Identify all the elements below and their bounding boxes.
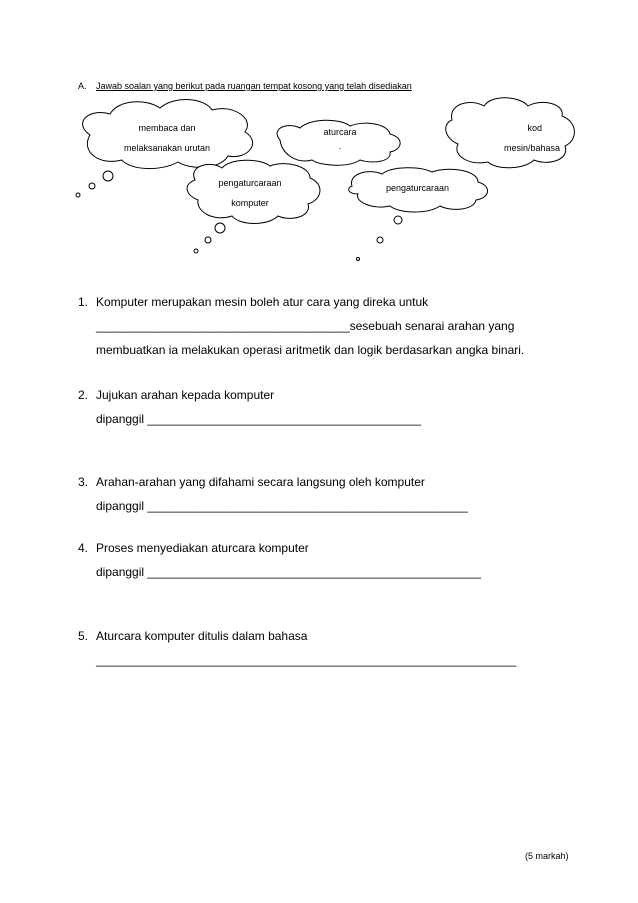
question-5-answer-line[interactable]: _______________________________________________________________: [96, 653, 517, 667]
cloud-4-text: [205, 173, 295, 213]
instruction-label: A.: [78, 81, 87, 91]
bubble-1b: [89, 183, 95, 189]
question-4-number: 4.: [78, 541, 89, 555]
question-5-line-1: Aturcara komputer ditulis dalam bahasa: [96, 629, 308, 643]
bubble-5a: [394, 216, 402, 224]
cloud-3-line-2: mesin/bahasa: [503, 143, 560, 153]
cloud-3-line-1: kod: [527, 123, 542, 133]
cloud-1-text: [112, 118, 222, 158]
question-5: [78, 624, 516, 672]
question-1-number: 1.: [78, 295, 89, 309]
question-3: [78, 470, 468, 518]
question-1-line-1: Komputer merupakan mesin boleh atur cara yang direka untuk: [96, 295, 429, 309]
cloud-5-text: [370, 178, 465, 198]
question-4: [78, 536, 481, 584]
question-5-number: 5.: [78, 629, 89, 643]
bubble-4b: [205, 237, 211, 243]
bubble-5b: [377, 237, 383, 243]
question-2-answer-line[interactable]: dipanggil _________________________________________: [96, 412, 422, 426]
bubble-1c: [76, 193, 80, 197]
cloud-2-line-2: .: [338, 141, 342, 151]
question-4-line-1: Proses menyediakan aturcara komputer: [96, 541, 309, 555]
cloud-4-line-2: komputer: [231, 198, 269, 208]
question-2-number: 2.: [78, 388, 89, 402]
question-3-line-1: Arahan-arahan yang difahami secara langsung oleh komputer: [96, 475, 425, 489]
question-2-line-1: Jujukan arahan kepada komputer: [96, 388, 275, 402]
question-3-answer-line[interactable]: dipanggil ________________________________________________: [96, 499, 468, 513]
cloud-1-line-1: membaca dan: [138, 123, 196, 133]
question-1-line-3: membuatkan ia melakukan operasi aritmetik dan logik berdasarkan angka binari.: [96, 343, 525, 357]
cloud-1-line-2: melaksanakan urutan: [123, 143, 211, 153]
cloud-2-text: [300, 125, 380, 153]
question-3-number: 3.: [78, 475, 89, 489]
instruction-text: Jawab soalan yang berikut pada ruangan tempat kosong yang telah disediakan: [96, 81, 412, 91]
question-2: [78, 383, 421, 431]
bubble-4c: [194, 249, 198, 253]
question-4-answer-line[interactable]: dipanggil __________________________________________________: [96, 565, 482, 579]
bubble-4a: [215, 223, 225, 233]
question-1: [78, 290, 524, 362]
bubble-1a: [103, 171, 113, 181]
bubble-5c: [357, 258, 360, 261]
marks-label: (5 markah): [525, 851, 569, 861]
question-1-line-2[interactable]: ______________________________________sesebuah senarai arahan yang: [96, 319, 515, 333]
cloud-3-text: [470, 118, 560, 158]
cloud-5-line-1: pengaturcaraan: [385, 183, 450, 193]
cloud-2-line-1: aturcara: [323, 127, 357, 137]
cloud-4-line-1: pengaturcaraan: [218, 178, 282, 188]
